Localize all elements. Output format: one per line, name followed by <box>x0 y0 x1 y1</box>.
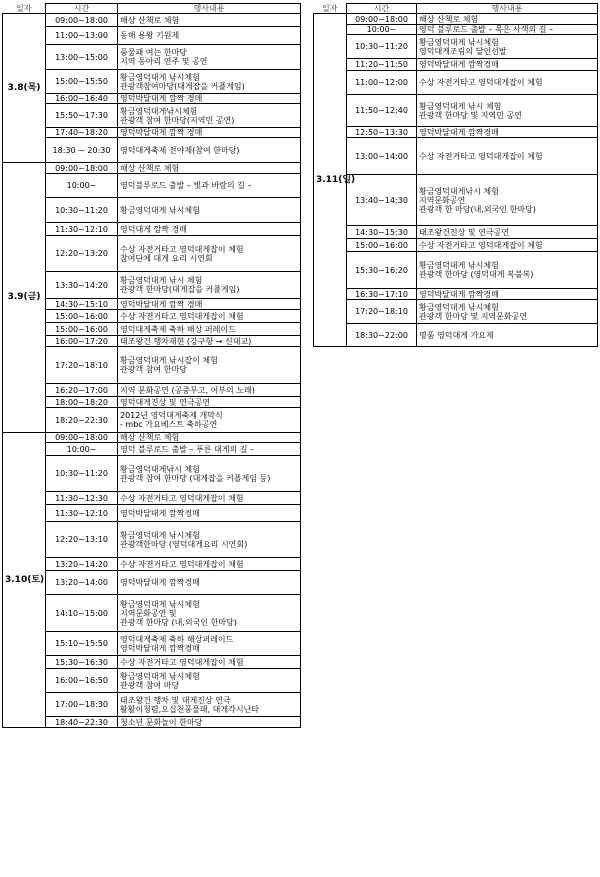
time-cell: 13:00~15:00 <box>46 45 118 70</box>
schedule-row <box>3 236 301 272</box>
event-cell <box>118 45 301 70</box>
time-cell: 09:00~18:00 <box>347 14 417 25</box>
schedule-row <box>314 138 598 175</box>
time-cell: 15:50~17:30 <box>46 104 118 128</box>
schedule-row <box>314 239 598 252</box>
time-cell: 15:00~16:00 <box>46 323 118 336</box>
event-line: 영덕 블루로드 출발 – 푸른 대게의 길 – <box>120 444 254 454</box>
time-cell: 17:00~18:30 <box>46 693 118 717</box>
time-cell: 10:00~ <box>347 25 417 35</box>
event-line: 영덕대게축제 축하 해상 퍼레이드 <box>120 324 236 334</box>
event-cell <box>417 35 598 59</box>
event-line: 청소년 문화놀이 한마당 <box>120 717 203 727</box>
header-event: 행사내용 <box>118 4 301 14</box>
time-cell: 13:00~14:00 <box>347 138 417 175</box>
schedule-table-right <box>313 3 598 347</box>
event-cell <box>118 14 301 27</box>
time-cell: 11:20~11:50 <box>347 59 417 71</box>
event-line: 영덕블루로드 출발 – 빛과 바람의 길 – <box>120 181 252 190</box>
event-line: 2012년 영덕대게축제 개막식 <box>120 411 223 420</box>
header-time: 시간 <box>46 4 118 14</box>
time-cell: 12:20~13:10 <box>46 522 118 558</box>
schedule-row <box>3 128 301 138</box>
event-cell <box>118 443 301 456</box>
time-cell: 10:30~11:20 <box>46 456 118 492</box>
event-cell <box>417 71 598 95</box>
event-cell <box>417 25 598 35</box>
event-line: 영덕대게 깜짝 경매 <box>120 224 187 234</box>
event-cell <box>417 138 598 175</box>
event-cell <box>118 94 301 104</box>
schedule-row <box>3 693 301 717</box>
schedule-row <box>314 71 598 95</box>
event-line: 황금영덕대게 낚시체험 <box>419 37 499 47</box>
schedule-row <box>3 138 301 163</box>
schedule-row <box>314 25 598 35</box>
event-line: 해상 산책로 체험 <box>120 15 180 25</box>
time-cell: 15:00~15:50 <box>46 70 118 94</box>
time-cell: 15:30~16:30 <box>46 656 118 669</box>
time-cell: 09:00~18:00 <box>46 163 118 174</box>
event-line: 황금영덕대게 낚시체험 <box>120 530 200 540</box>
schedule-row <box>3 571 301 595</box>
event-line: 태조왕건진상 및 연극공연 <box>419 227 510 237</box>
event-line: 관광객 한마당 (내,외국인 한마당) <box>120 617 237 627</box>
event-cell <box>118 656 301 669</box>
event-cell <box>417 127 598 138</box>
event-cell <box>118 522 301 558</box>
header-date: 일자 <box>314 4 347 14</box>
time-cell: 16:30~17:10 <box>347 289 417 300</box>
schedule-row <box>3 323 301 336</box>
time-cell: 09:00~18:00 <box>46 14 118 27</box>
event-cell <box>118 456 301 492</box>
event-line: 영덕박달대게 깜짝경매 <box>120 578 200 587</box>
schedule-row <box>314 300 598 324</box>
event-cell <box>118 174 301 198</box>
event-line: 수상 자전거타고 영덕대게잡이 체험 <box>419 78 543 87</box>
event-cell <box>118 717 301 728</box>
event-line: 관광객 한마당 및 지역문화공연 <box>419 311 528 321</box>
event-line: 영덕 블루로드 출발 – 목은 사색의 길 – <box>419 25 553 34</box>
schedule-row <box>3 70 301 94</box>
event-line: 영덕박달대게 깜짝경매 <box>419 127 499 137</box>
date-cell: 3.9(금) <box>3 163 46 433</box>
event-cell <box>417 289 598 300</box>
event-line: 영덕박달대게 깜짝경매 <box>120 643 200 653</box>
event-cell <box>118 323 301 336</box>
schedule-row <box>3 198 301 223</box>
event-cell <box>417 95 598 127</box>
time-cell: 11:30~12:10 <box>46 223 118 236</box>
schedule-row <box>3 104 301 128</box>
event-line: 관광객참여마당(대게잡을 커플게임) <box>120 81 245 91</box>
schedule-row <box>3 456 301 492</box>
event-cell <box>118 272 301 299</box>
event-cell <box>118 492 301 505</box>
event-cell <box>417 300 598 324</box>
event-cell <box>118 505 301 522</box>
time-cell: 13:30~14:20 <box>46 272 118 299</box>
event-line: 영덕박달대게 깜짝 경매 <box>120 299 203 309</box>
time-cell: 15:30~16:20 <box>347 252 417 289</box>
event-line: 해상 산책로 체험 <box>120 163 180 173</box>
time-cell: 16:00~16:50 <box>46 669 118 693</box>
time-cell: 16:00~17:20 <box>46 336 118 347</box>
time-cell: 10:00~ <box>46 443 118 456</box>
event-line: 수상 자전거타고 영덕대게잡이 체험 <box>120 657 244 667</box>
schedule-row <box>3 717 301 728</box>
schedule-row <box>3 336 301 347</box>
schedule-row <box>314 59 598 71</box>
event-cell <box>118 632 301 656</box>
schedule-row <box>3 397 301 408</box>
header-time: 시간 <box>347 4 417 14</box>
event-cell <box>417 324 598 347</box>
time-cell: 15:10~15:50 <box>46 632 118 656</box>
date-cell: 3.8(목) <box>3 14 46 163</box>
schedule-row <box>3 14 301 27</box>
schedule-row <box>3 384 301 397</box>
event-line: 영덕대게진상 및 연극공연 <box>120 397 211 407</box>
schedule-row <box>314 289 598 300</box>
event-line: 수상 자전거타고 영덕대게잡이 체험 <box>120 311 244 321</box>
schedule-row <box>314 127 598 138</box>
event-cell <box>417 226 598 239</box>
event-cell <box>118 669 301 693</box>
event-cell <box>118 128 301 138</box>
schedule-row <box>314 14 598 25</box>
time-cell: 10:00~ <box>46 174 118 198</box>
event-line: 관광객 한마당 (영덕대게 복불복) <box>419 270 534 279</box>
header-row <box>314 4 598 14</box>
event-cell <box>118 347 301 384</box>
time-cell: 18:30~22:00 <box>347 324 417 347</box>
schedule-row <box>314 324 598 347</box>
event-line: 관광객 한 마당(내,외국인 한마당) <box>419 204 536 214</box>
event-line: 황금영덕대게 낚시체험 <box>120 599 200 609</box>
event-cell <box>118 198 301 223</box>
event-line: 수상 자전거타고 영덕대게잡이 체험 <box>419 151 543 161</box>
time-cell: 16:20~17:00 <box>46 384 118 397</box>
time-cell: 18:00~18:20 <box>46 397 118 408</box>
event-cell <box>118 595 301 632</box>
event-cell <box>118 236 301 272</box>
event-cell <box>118 138 301 163</box>
header-row <box>3 4 301 14</box>
schedule-row <box>3 347 301 384</box>
event-cell <box>417 239 598 252</box>
event-line: 풍물패 여는 한마당 <box>120 48 187 57</box>
event-line: 황금영덕대게 낚시체험 <box>120 671 200 681</box>
event-line: 영덕박달대게 깜짝 경매 <box>120 128 203 137</box>
event-line: 활활이청렴,오십천풍물패, 대게각시난타 <box>120 704 260 714</box>
time-cell: 11:30~12:10 <box>46 505 118 522</box>
event-line: 동해 용왕 기원제 <box>120 31 180 40</box>
event-line: 황금영덕대게 낚시체험 <box>419 261 499 270</box>
schedule-row <box>3 632 301 656</box>
event-cell <box>118 163 301 174</box>
schedule-row <box>3 433 301 443</box>
event-line: 영덕대게조림의 달인선발 <box>419 46 507 56</box>
schedule-row <box>3 522 301 558</box>
event-line: 황금영덕대게 낚시 체험 <box>120 276 203 285</box>
schedule-row <box>3 408 301 433</box>
event-line: 해상 산책로 체험 <box>120 433 180 442</box>
event-line: 수상 자전거타고 영덕대게잡이 체험 <box>120 559 244 569</box>
event-line: 관광객 참여 마당 <box>120 680 180 690</box>
event-line: 영덕박달대게 깜짝경매 <box>419 289 499 299</box>
schedule-row <box>3 558 301 571</box>
event-line: 수상 자전거타고 영덕대게잡이 체험 <box>120 493 244 503</box>
event-cell <box>417 14 598 25</box>
time-cell: 13:20~14:20 <box>46 558 118 571</box>
event-line: 영덕대게축제 전야제(참여 한마당) <box>120 145 240 155</box>
schedule-row <box>3 174 301 198</box>
time-cell: 14:10~15:00 <box>46 595 118 632</box>
event-cell <box>118 397 301 408</box>
event-line: 황금영덕대게낚시체험 <box>120 106 198 116</box>
event-line: 황금영덕대게 낚시체험 <box>120 205 200 215</box>
event-cell <box>118 571 301 595</box>
schedule-row <box>3 223 301 236</box>
event-line: 지역문화공연 및 <box>120 608 177 618</box>
event-line: 영덕박달대게 깜짝경매 <box>419 60 499 69</box>
time-cell: 16:00~16:40 <box>46 94 118 104</box>
event-line: 수상 자전거타고 영덕대게잡이 체험 <box>120 244 244 254</box>
schedule-row <box>3 310 301 323</box>
time-cell: 11:00~12:00 <box>347 71 417 95</box>
time-cell: 15:00~16:00 <box>347 239 417 252</box>
event-line: 황금영덕대게 낚시 체험 <box>419 101 502 111</box>
event-line: 관광객한마당 (영덕대게요리 시연회) <box>120 539 248 549</box>
event-cell <box>118 693 301 717</box>
schedule-row <box>314 35 598 59</box>
time-cell: 11:30~12:30 <box>46 492 118 505</box>
event-cell <box>417 175 598 226</box>
schedule-row <box>3 94 301 104</box>
time-cell: 17:20~18:10 <box>46 347 118 384</box>
event-line: 태조왕건 행차 및 대게진상 연극 <box>120 695 231 705</box>
date-cell: 3.11(일) <box>314 14 347 347</box>
event-line: 수상 자전거타고 영덕대게잡이 체험 <box>419 240 543 250</box>
event-line: 황금영덕대게 낚시체험 <box>419 302 499 312</box>
schedule-row <box>3 492 301 505</box>
event-line: 지역문화공연 <box>419 195 466 205</box>
schedule-row <box>3 272 301 299</box>
schedule-row <box>3 163 301 174</box>
time-cell: 17:40~18:20 <box>46 128 118 138</box>
schedule-row <box>3 27 301 45</box>
event-cell <box>118 104 301 128</box>
event-line: 영덕박달대게 깜짝경매 <box>120 508 200 518</box>
event-cell <box>118 299 301 310</box>
time-cell: 13:40~14:30 <box>347 175 417 226</box>
event-line: 관광객 참여 한마당 <box>120 365 187 374</box>
time-cell: 18:20~22:30 <box>46 408 118 433</box>
time-cell: 14:30~15:10 <box>46 299 118 310</box>
time-cell: 17:20~18:10 <box>347 300 417 324</box>
time-cell: 12:50~13:30 <box>347 127 417 138</box>
schedule-row <box>3 299 301 310</box>
time-cell: 15:00~16:00 <box>46 310 118 323</box>
header-date: 일자 <box>3 4 46 14</box>
date-cell: 3.10(토) <box>3 433 46 728</box>
time-cell: 13:20~14:00 <box>46 571 118 595</box>
event-line: 황금영덕대게 낚시잡이 체험 <box>120 356 218 365</box>
event-cell <box>417 59 598 71</box>
event-cell <box>118 336 301 347</box>
event-cell <box>118 433 301 443</box>
schedule-row <box>314 95 598 127</box>
time-cell: 09:00~18:00 <box>46 433 118 443</box>
header-event: 행사내용 <box>417 4 598 14</box>
schedule-row <box>3 443 301 456</box>
event-cell <box>118 558 301 571</box>
event-line: 황금영덕대게낚시 체험 <box>120 464 200 474</box>
event-line: 지역 동아리 연주 및 공연 <box>120 57 208 66</box>
time-cell: 10:30~11:20 <box>347 35 417 59</box>
event-line: 영덕대게축제 축하 해상퍼레이드 <box>120 634 234 644</box>
time-cell: 11:00~13:00 <box>46 27 118 45</box>
event-line: 관광객 한마당(대게잡을 커플게임) <box>120 285 240 294</box>
schedule-row <box>3 669 301 693</box>
event-line: 태조왕건 행차재현 (강구항 → 신대교) <box>120 336 252 346</box>
time-cell: 14:30~15:30 <box>347 226 417 239</box>
time-cell: 10:30~11:20 <box>46 198 118 223</box>
time-cell: 18:40~22:30 <box>46 717 118 728</box>
event-line: - mbc 가요베스트 축하공연 <box>120 420 218 429</box>
event-line: 관광객 한마당 및 지역민 공연 <box>419 110 522 120</box>
event-cell <box>118 408 301 433</box>
event-line: 지역 문화공연 (공중무고, 어부의 노래) <box>120 385 255 395</box>
event-line: 영덕박달대게 깜짝 경매 <box>120 94 203 103</box>
schedule-row <box>314 252 598 289</box>
time-cell: 11:50~12:40 <box>347 95 417 127</box>
event-cell <box>417 252 598 289</box>
event-line: 관광객 참여 한마당 (대게잡을 커플게임 등) <box>120 473 271 483</box>
schedule-table-left <box>2 3 301 728</box>
event-line: 황금영덕대게낚시 체험 <box>419 186 499 196</box>
event-cell <box>118 384 301 397</box>
event-cell <box>118 70 301 94</box>
schedule-row <box>3 656 301 669</box>
event-line: 관광객 참여 한마당(지역민 공연) <box>120 115 235 125</box>
event-cell <box>118 223 301 236</box>
schedule-row <box>3 45 301 70</box>
event-line: 해상 산책로 체험 <box>419 14 479 24</box>
event-cell <box>118 27 301 45</box>
event-line: 황금영덕대게 낚시체험 <box>120 72 200 82</box>
time-cell: 18:30 ~ 20:30 <box>46 138 118 163</box>
time-cell: 12:20~13:20 <box>46 236 118 272</box>
schedule-row <box>314 226 598 239</box>
event-line: 명품 영덕대게 가요제 <box>419 330 494 340</box>
schedule-row <box>3 505 301 522</box>
schedule-row <box>314 175 598 226</box>
schedule-row <box>3 595 301 632</box>
event-line: 참여단체 대게 요리 시연회 <box>120 253 213 263</box>
event-cell <box>118 310 301 323</box>
